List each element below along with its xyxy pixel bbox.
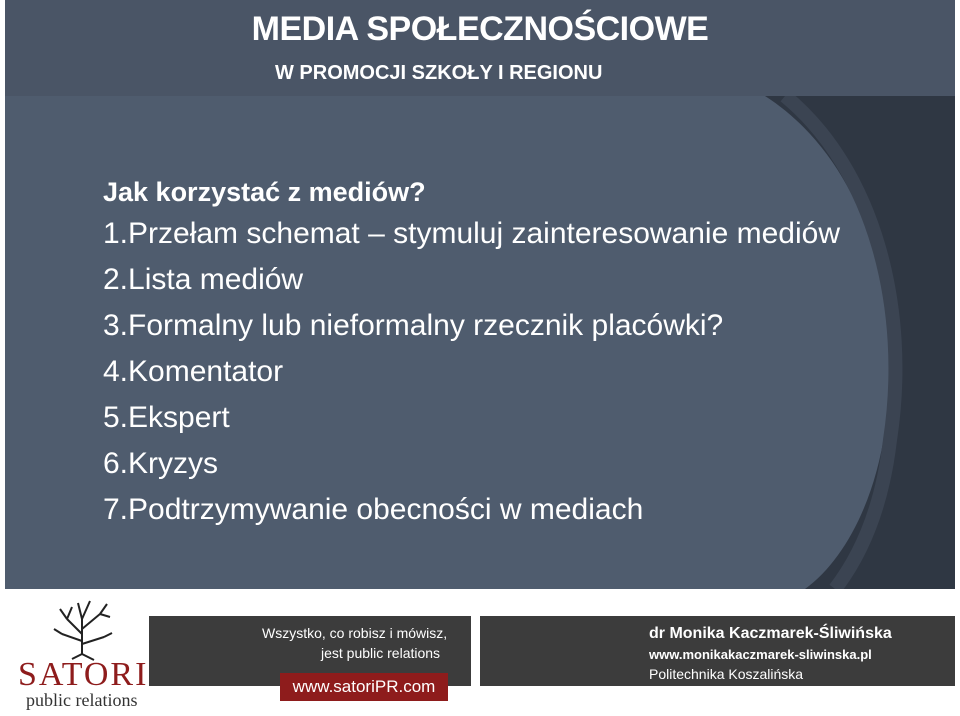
logo-wordmark: SATORI [18,656,149,693]
slide-subtitle: W PROMOCJI SZKOŁY I REGIONU [275,62,603,84]
author-website-link[interactable]: www.monikakaczmarek-sliwinska.pl [649,647,872,662]
list-item: 5.Ekspert [103,401,230,434]
author-institution: Politechnika Koszalińska [649,666,804,682]
logo-subtitle: public relations [26,690,138,710]
list-item: 2.Lista mediów [103,263,304,296]
slide-title: MEDIA SPOŁECZNOŚCIOWE [251,10,709,48]
content-block [103,174,863,533]
list-item: 3.Formalny lub nieformalny rzecznik placówki? [103,309,724,342]
item-list [103,216,863,533]
author-name: dr Monika Kaczmarek-Śliwińska [649,625,892,642]
list-item: 6.Kryzys [103,447,219,480]
website-link[interactable]: www.satoriPR.com [280,673,448,701]
list-item: 4.Komentator [103,355,284,388]
tagline-line-1: Wszystko, co robisz i mówisz, [262,625,448,641]
slide [5,0,955,589]
list-item: 7.Podtrzymywanie obecności w mediach [103,493,644,526]
list-item: 1.Przełam schemat – stymuluj zainteresowanie mediów [103,217,840,250]
question-heading: Jak korzystać z mediów? [103,177,426,207]
tagline-line-2: jest public relations [321,645,441,661]
